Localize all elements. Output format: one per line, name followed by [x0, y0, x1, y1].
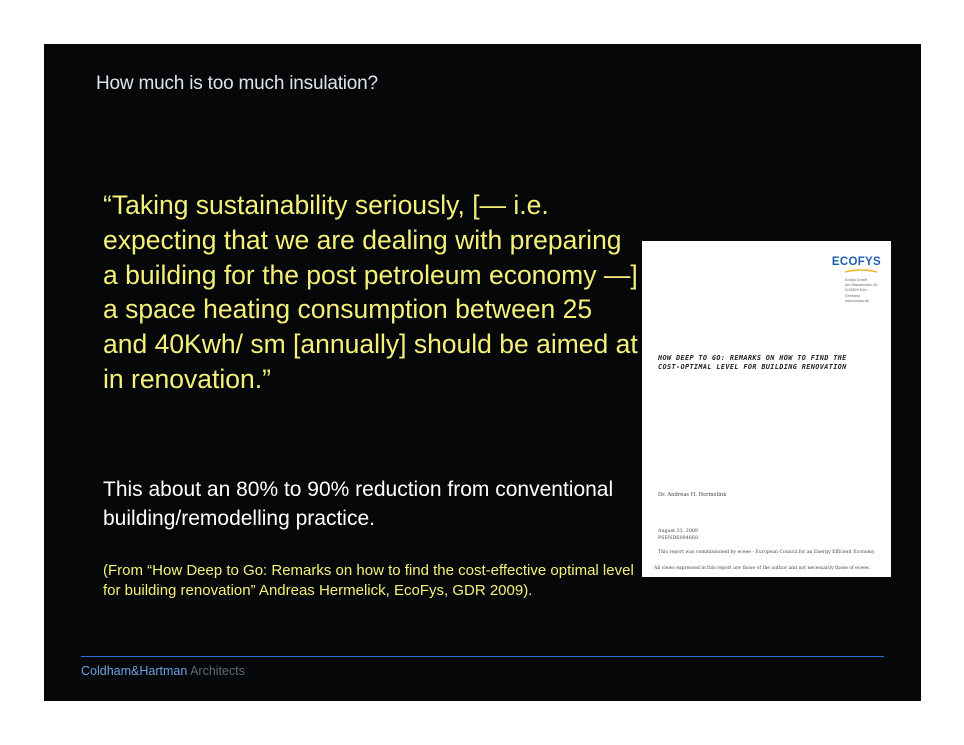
slide-title: How much is too much insulation?	[96, 73, 378, 94]
logo-arc-icon	[843, 269, 879, 273]
quote-text: “Taking sustainability seriously, [— i.e. expecting that we are dealing with preparing a building for the post petroleum economy —] a space heating consumption between 25 and 40Kwh/ sm [annually] should be aimed at in renovation.”	[103, 190, 638, 394]
footer-brand	[81, 664, 245, 678]
footer-divider	[81, 656, 884, 657]
footer-firm-name: Coldham&Hartman	[81, 664, 188, 678]
report-date: August 31, 2009	[658, 529, 698, 534]
company-address: Ecofys GmbH Am Wassermann 36 D-50829 Köln Germany www.ecofys.de	[845, 278, 878, 303]
summary-text: This about an 80% to 90% reduction from conventional building/remodelling practice.	[103, 478, 614, 530]
slide	[44, 44, 921, 701]
report-commission-note: This report was commissioned by eceee - European Council for an Energy Efficient Economy	[658, 550, 875, 555]
ecofys-logo: ECOFYS	[831, 256, 881, 268]
footer-firm-suffix: Architects	[187, 664, 245, 678]
report-reference: PSENDE084668	[658, 536, 698, 541]
citation-text: (From “How Deep to Go: Remarks on how to find the cost-effective optimal level for building renovation” Andreas Hermelick, EcoFys, GDR 2009).	[103, 562, 634, 599]
report-title: HOW DEEP TO GO: REMARKS ON HOW TO FIND THE COST-OPTIMAL LEVEL FOR BUILDING RENOVATION	[658, 354, 847, 371]
report-cover-image	[642, 241, 891, 577]
report-disclaimer: All views expressed in this report are those of the author and not necessarily those of eceee.	[654, 566, 871, 571]
report-author: Dr. Andreas H. Hermelink	[658, 492, 727, 498]
